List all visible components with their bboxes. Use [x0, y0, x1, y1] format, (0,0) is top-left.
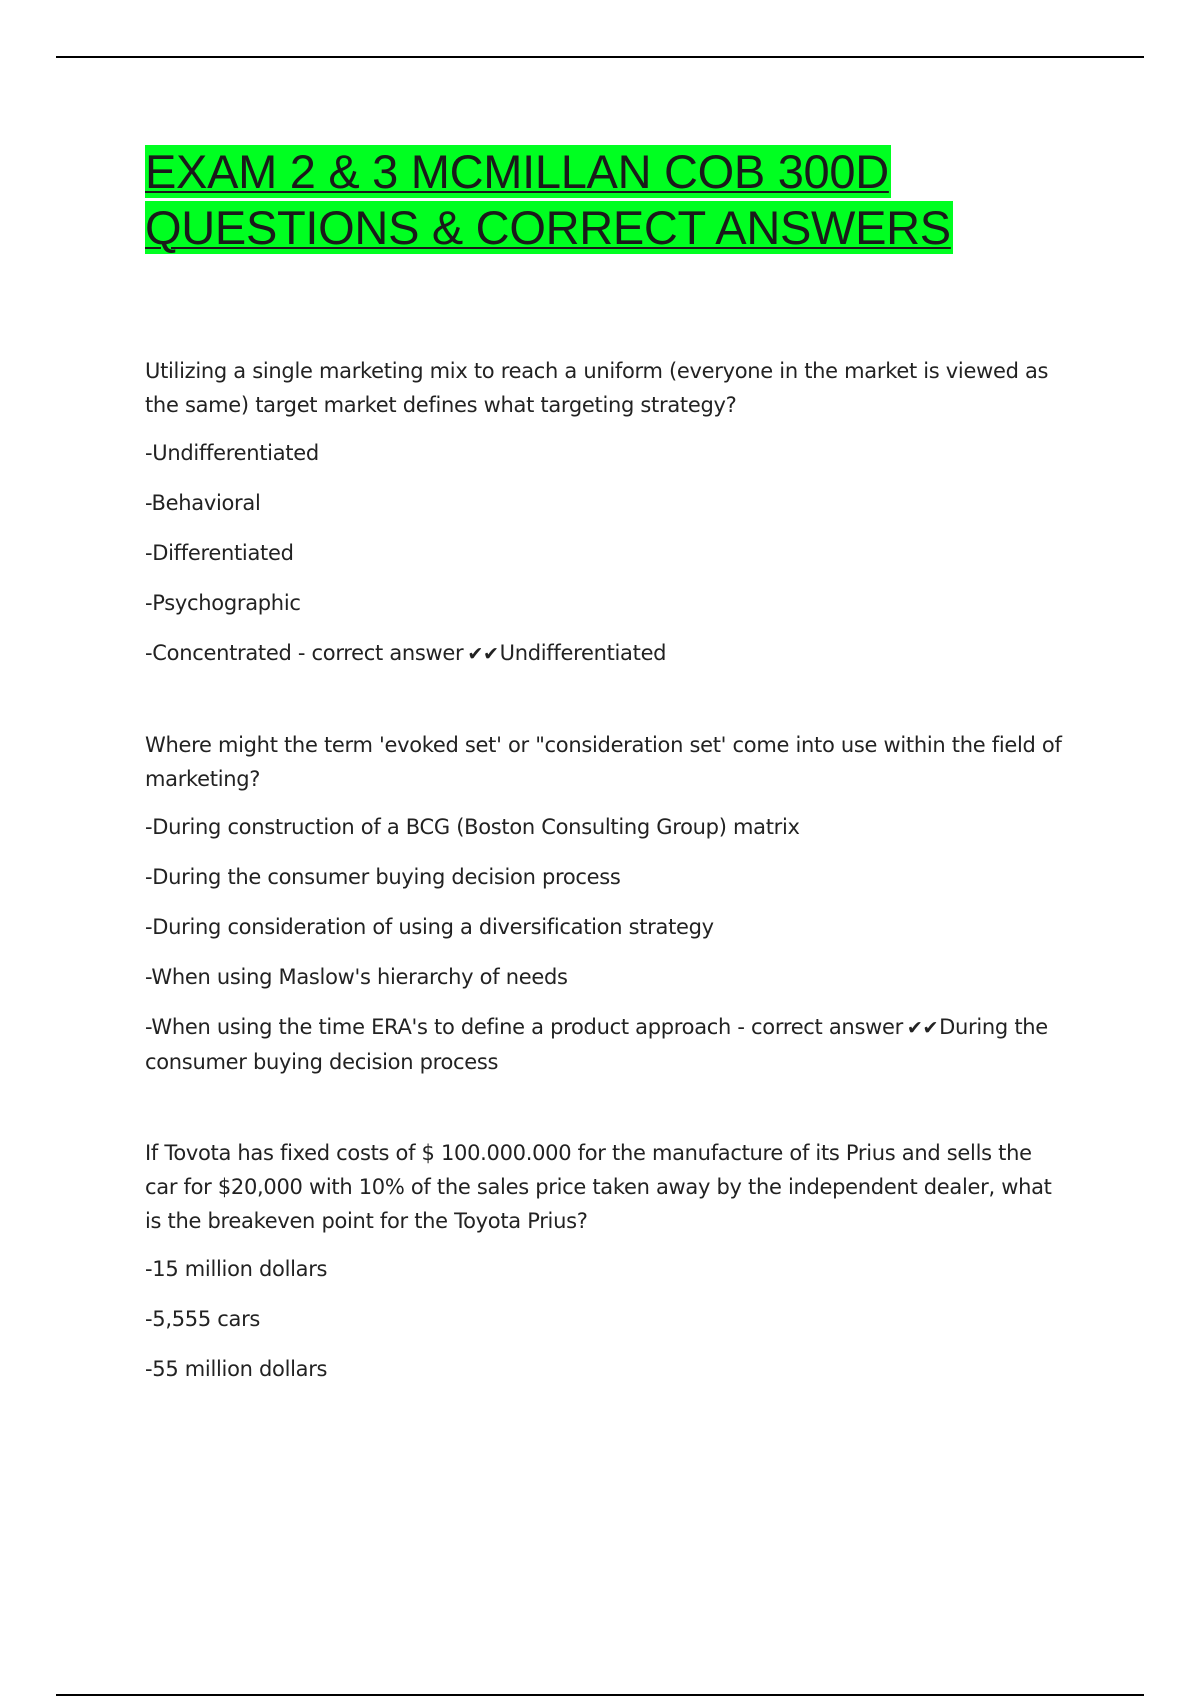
bottom-rule — [56, 1694, 1144, 1696]
title-line-2: QUESTIONS & CORRECT ANSWERS — [145, 201, 951, 254]
question-1 — [145, 354, 1065, 671]
answer-option: -Behavioral — [145, 491, 261, 515]
answer-option: -Psychographic — [145, 591, 301, 615]
answer-option-text: -Concentrated - correct answer — [145, 641, 464, 665]
question-2 — [145, 728, 1065, 1079]
top-rule — [56, 56, 1144, 58]
question-text: Where might the term 'evoked set' or "consideration set' come into use within the field of marketing? — [145, 733, 1062, 791]
answer-option: -5,555 cars — [145, 1307, 261, 1331]
answer-option-text: -When using the time ERA's to define a product approach - correct answer — [145, 1015, 903, 1039]
correct-answer: Undifferentiated — [499, 641, 667, 665]
answer-option: -When using Maslow's hierarchy of needs — [145, 965, 568, 989]
question-text: If Tovota has fixed costs of $ 100.000.000 for the manufacture of its Prius and sells the car for $20,000 with 10% of the sales price taken away by the independent dealer, what is the breakeven point for the Toyota Prius? — [145, 1141, 1052, 1233]
question-text: Utilizing a single marketing mix to reach a uniform (everyone in the market is viewed as the same) target market defines what targeting strategy? — [145, 359, 1049, 417]
answer-option: -Differentiated — [145, 541, 294, 565]
answer-option: -During the consumer buying decision process — [145, 865, 621, 889]
double-check-icon: ✔✔ — [906, 1017, 939, 1039]
correct-answer: During the consumer buying decision process — [145, 1015, 1048, 1074]
answer-option: -During construction of a BCG (Boston Consulting Group) matrix — [145, 815, 800, 839]
answer-option: -Undifferentiated — [145, 441, 319, 465]
document-title — [145, 144, 1065, 256]
answer-option: -During consideration of using a diversification strategy — [145, 915, 714, 939]
question-3 — [145, 1136, 1065, 1386]
double-check-icon: ✔✔ — [467, 643, 499, 665]
questions-list — [145, 354, 1065, 1443]
answer-option-with-correct-answer — [145, 1010, 1065, 1079]
title-line-1: EXAM 2 & 3 MCMILLAN COB 300D — [145, 145, 889, 198]
answer-option: -15 million dollars — [145, 1257, 328, 1281]
answer-option-with-correct-answer — [145, 636, 1065, 671]
answer-option: -55 million dollars — [145, 1357, 328, 1381]
